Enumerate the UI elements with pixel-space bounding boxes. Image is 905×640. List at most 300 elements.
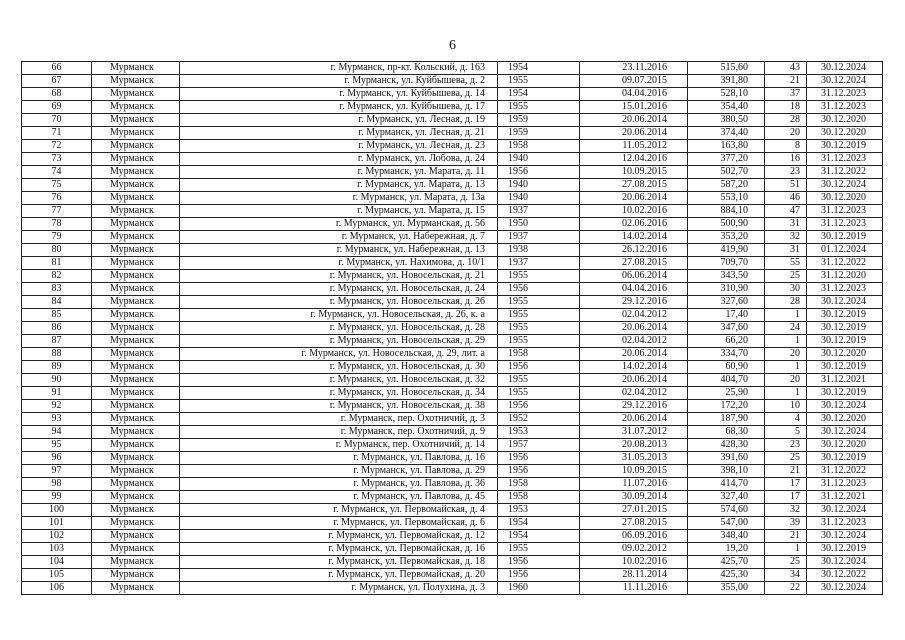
address-cell: г. Мурманск, ул. Первомайская, д. 20 bbox=[180, 569, 498, 582]
table-row bbox=[22, 439, 883, 452]
build-year-cell: 1955 bbox=[498, 75, 580, 88]
address-cell: г. Мурманск, ул. Куйбышева, д. 2 bbox=[180, 75, 498, 88]
city-cell: Мурманск bbox=[92, 517, 180, 530]
table-row bbox=[22, 543, 883, 556]
row-number: 106 bbox=[22, 582, 92, 595]
build-year-cell: 1958 bbox=[498, 348, 580, 361]
date-cell: 20.06.2014 bbox=[580, 127, 688, 140]
table-row bbox=[22, 374, 883, 387]
date-cell: 20.06.2014 bbox=[580, 374, 688, 387]
table-row bbox=[22, 283, 883, 296]
city-cell: Мурманск bbox=[92, 88, 180, 101]
due-date-cell: 31.12.2023 bbox=[807, 205, 883, 218]
date-cell: 31.05.2013 bbox=[580, 452, 688, 465]
area-cell: 377,20 bbox=[688, 153, 765, 166]
address-cell: г. Мурманск, ул. Лесная, д. 21 bbox=[180, 127, 498, 140]
due-date-cell: 30.12.2022 bbox=[807, 569, 883, 582]
address-cell: г. Мурманск, ул. Новосельская, д. 21 bbox=[180, 270, 498, 283]
city-cell: Мурманск bbox=[92, 62, 180, 75]
row-number: 105 bbox=[22, 569, 92, 582]
count-cell: 28 bbox=[765, 296, 807, 309]
build-year-cell: 1937 bbox=[498, 205, 580, 218]
row-number: 74 bbox=[22, 166, 92, 179]
due-date-cell: 30.12.2020 bbox=[807, 114, 883, 127]
build-year-cell: 1957 bbox=[498, 439, 580, 452]
due-date-cell: 31.12.2023 bbox=[807, 283, 883, 296]
table-row bbox=[22, 413, 883, 426]
area-cell: 391,80 bbox=[688, 75, 765, 88]
row-number: 85 bbox=[22, 309, 92, 322]
count-cell: 25 bbox=[765, 270, 807, 283]
area-cell: 414,70 bbox=[688, 478, 765, 491]
table-row bbox=[22, 114, 883, 127]
table-row bbox=[22, 491, 883, 504]
row-number: 80 bbox=[22, 244, 92, 257]
row-number: 92 bbox=[22, 400, 92, 413]
count-cell: 20 bbox=[765, 374, 807, 387]
area-cell: 528,10 bbox=[688, 88, 765, 101]
address-cell: г. Мурманск, ул. Новосельская, д. 24 bbox=[180, 283, 498, 296]
city-cell: Мурманск bbox=[92, 439, 180, 452]
build-year-cell: 1955 bbox=[498, 322, 580, 335]
row-number: 81 bbox=[22, 257, 92, 270]
city-cell: Мурманск bbox=[92, 309, 180, 322]
city-cell: Мурманск bbox=[92, 452, 180, 465]
date-cell: 12.04.2016 bbox=[580, 153, 688, 166]
row-number: 102 bbox=[22, 530, 92, 543]
city-cell: Мурманск bbox=[92, 101, 180, 114]
city-cell: Мурманск bbox=[92, 530, 180, 543]
address-cell: г. Мурманск, ул. Новосельская, д. 26 bbox=[180, 296, 498, 309]
due-date-cell: 31.12.2022 bbox=[807, 257, 883, 270]
city-cell: Мурманск bbox=[92, 140, 180, 153]
due-date-cell: 30.12.2024 bbox=[807, 179, 883, 192]
due-date-cell: 30.12.2024 bbox=[807, 62, 883, 75]
city-cell: Мурманск bbox=[92, 114, 180, 127]
build-year-cell: 1959 bbox=[498, 114, 580, 127]
date-cell: 27.08.2015 bbox=[580, 257, 688, 270]
address-cell: г. Мурманск, пр-кт. Кольский, д. 163 bbox=[180, 62, 498, 75]
build-year-cell: 1940 bbox=[498, 153, 580, 166]
row-number: 82 bbox=[22, 270, 92, 283]
date-cell: 27.08.2015 bbox=[580, 179, 688, 192]
count-cell: 28 bbox=[765, 114, 807, 127]
build-year-cell: 1958 bbox=[498, 140, 580, 153]
count-cell: 16 bbox=[765, 153, 807, 166]
row-number: 83 bbox=[22, 283, 92, 296]
due-date-cell: 30.12.2019 bbox=[807, 361, 883, 374]
table-row bbox=[22, 231, 883, 244]
date-cell: 11.05.2012 bbox=[580, 140, 688, 153]
area-cell: 553,10 bbox=[688, 192, 765, 205]
date-cell: 10.09.2015 bbox=[580, 465, 688, 478]
date-cell: 06.09.2016 bbox=[580, 530, 688, 543]
date-cell: 20.06.2014 bbox=[580, 348, 688, 361]
row-number: 93 bbox=[22, 413, 92, 426]
row-number: 88 bbox=[22, 348, 92, 361]
build-year-cell: 1958 bbox=[498, 478, 580, 491]
due-date-cell: 31.12.2023 bbox=[807, 153, 883, 166]
row-number: 96 bbox=[22, 452, 92, 465]
build-year-cell: 1955 bbox=[498, 387, 580, 400]
address-cell: г. Мурманск, ул. Первомайская, д. 4 bbox=[180, 504, 498, 517]
city-cell: Мурманск bbox=[92, 387, 180, 400]
address-cell: г. Мурманск, ул. Первомайская, д. 18 bbox=[180, 556, 498, 569]
due-date-cell: 31.12.2023 bbox=[807, 478, 883, 491]
date-cell: 04.04.2016 bbox=[580, 283, 688, 296]
table-body bbox=[22, 62, 883, 595]
due-date-cell: 30.12.2019 bbox=[807, 543, 883, 556]
date-cell: 10.09.2015 bbox=[580, 166, 688, 179]
city-cell: Мурманск bbox=[92, 465, 180, 478]
build-year-cell: 1952 bbox=[498, 413, 580, 426]
area-cell: 187,90 bbox=[688, 413, 765, 426]
build-year-cell: 1956 bbox=[498, 452, 580, 465]
count-cell: 46 bbox=[765, 192, 807, 205]
date-cell: 28.11.2014 bbox=[580, 569, 688, 582]
due-date-cell: 30.12.2019 bbox=[807, 231, 883, 244]
row-number: 69 bbox=[22, 101, 92, 114]
address-cell: г. Мурманск, ул. Куйбышева, д. 14 bbox=[180, 88, 498, 101]
area-cell: 425,70 bbox=[688, 556, 765, 569]
date-cell: 04.04.2016 bbox=[580, 88, 688, 101]
date-cell: 10.02.2016 bbox=[580, 556, 688, 569]
city-cell: Мурманск bbox=[92, 205, 180, 218]
table-row bbox=[22, 465, 883, 478]
date-cell: 09.07.2015 bbox=[580, 75, 688, 88]
count-cell: 21 bbox=[765, 530, 807, 543]
row-number: 100 bbox=[22, 504, 92, 517]
count-cell: 25 bbox=[765, 556, 807, 569]
table-row bbox=[22, 192, 883, 205]
build-year-cell: 1959 bbox=[498, 127, 580, 140]
area-cell: 17,40 bbox=[688, 309, 765, 322]
address-cell: г. Мурманск, ул. Новосельская, д. 29, лит. а bbox=[180, 348, 498, 361]
table-row bbox=[22, 88, 883, 101]
city-cell: Мурманск bbox=[92, 569, 180, 582]
count-cell: 30 bbox=[765, 283, 807, 296]
date-cell: 29.12.2016 bbox=[580, 400, 688, 413]
row-number: 103 bbox=[22, 543, 92, 556]
table-row bbox=[22, 101, 883, 114]
row-number: 94 bbox=[22, 426, 92, 439]
area-cell: 380,50 bbox=[688, 114, 765, 127]
address-cell: г. Мурманск, ул. Новосельская, д. 34 bbox=[180, 387, 498, 400]
count-cell: 22 bbox=[765, 582, 807, 595]
build-year-cell: 1956 bbox=[498, 361, 580, 374]
area-cell: 334,70 bbox=[688, 348, 765, 361]
count-cell: 20 bbox=[765, 348, 807, 361]
due-date-cell: 30.12.2020 bbox=[807, 413, 883, 426]
count-cell: 23 bbox=[765, 439, 807, 452]
table-row bbox=[22, 504, 883, 517]
build-year-cell: 1956 bbox=[498, 400, 580, 413]
area-cell: 502,70 bbox=[688, 166, 765, 179]
address-cell: г. Мурманск, ул. Первомайская, д. 16 bbox=[180, 543, 498, 556]
row-number: 73 bbox=[22, 153, 92, 166]
city-cell: Мурманск bbox=[92, 413, 180, 426]
date-cell: 02.04.2012 bbox=[580, 309, 688, 322]
count-cell: 10 bbox=[765, 400, 807, 413]
table-row bbox=[22, 452, 883, 465]
page-number: 6 bbox=[449, 38, 456, 53]
row-number: 84 bbox=[22, 296, 92, 309]
count-cell: 55 bbox=[765, 257, 807, 270]
area-cell: 68,30 bbox=[688, 426, 765, 439]
table-row bbox=[22, 530, 883, 543]
build-year-cell: 1940 bbox=[498, 179, 580, 192]
city-cell: Мурманск bbox=[92, 166, 180, 179]
address-cell: г. Мурманск, ул. Первомайская, д. 12 bbox=[180, 530, 498, 543]
row-number: 104 bbox=[22, 556, 92, 569]
due-date-cell: 31.12.2023 bbox=[807, 88, 883, 101]
area-cell: 355,00 bbox=[688, 582, 765, 595]
area-cell: 404,70 bbox=[688, 374, 765, 387]
area-cell: 19,20 bbox=[688, 543, 765, 556]
due-date-cell: 30.12.2024 bbox=[807, 296, 883, 309]
count-cell: 1 bbox=[765, 543, 807, 556]
due-date-cell: 31.12.2023 bbox=[807, 218, 883, 231]
area-cell: 172,20 bbox=[688, 400, 765, 413]
count-cell: 8 bbox=[765, 140, 807, 153]
date-cell: 20.06.2014 bbox=[580, 192, 688, 205]
date-cell: 29.12.2016 bbox=[580, 296, 688, 309]
count-cell: 34 bbox=[765, 569, 807, 582]
count-cell: 23 bbox=[765, 166, 807, 179]
count-cell: 17 bbox=[765, 491, 807, 504]
table-row bbox=[22, 348, 883, 361]
table-row bbox=[22, 361, 883, 374]
due-date-cell: 30.12.2019 bbox=[807, 335, 883, 348]
count-cell: 43 bbox=[765, 62, 807, 75]
date-cell: 02.04.2012 bbox=[580, 335, 688, 348]
address-cell: г. Мурманск, пер. Охотничий, д. 9 bbox=[180, 426, 498, 439]
date-cell: 27.01.2015 bbox=[580, 504, 688, 517]
city-cell: Мурманск bbox=[92, 322, 180, 335]
due-date-cell: 31.12.2023 bbox=[807, 517, 883, 530]
address-cell: г. Мурманск, ул. Набережная, д. 7 bbox=[180, 231, 498, 244]
table-row bbox=[22, 257, 883, 270]
city-cell: Мурманск bbox=[92, 244, 180, 257]
city-cell: Мурманск bbox=[92, 400, 180, 413]
area-cell: 391,60 bbox=[688, 452, 765, 465]
table-row bbox=[22, 426, 883, 439]
date-cell: 11.11.2016 bbox=[580, 582, 688, 595]
due-date-cell: 31.12.2021 bbox=[807, 491, 883, 504]
table-row bbox=[22, 582, 883, 595]
area-cell: 587,20 bbox=[688, 179, 765, 192]
row-number: 101 bbox=[22, 517, 92, 530]
due-date-cell: 30.12.2024 bbox=[807, 75, 883, 88]
build-year-cell: 1955 bbox=[498, 296, 580, 309]
area-cell: 884,10 bbox=[688, 205, 765, 218]
build-year-cell: 1954 bbox=[498, 88, 580, 101]
count-cell: 1 bbox=[765, 309, 807, 322]
date-cell: 02.04.2012 bbox=[580, 387, 688, 400]
table-row bbox=[22, 387, 883, 400]
address-cell: г. Мурманск, ул. Новосельская, д. 29 bbox=[180, 335, 498, 348]
date-cell: 10.02.2016 bbox=[580, 205, 688, 218]
address-cell: г. Мурманск, ул. Куйбышева, д. 17 bbox=[180, 101, 498, 114]
housing-registry-table bbox=[21, 61, 883, 595]
table-row bbox=[22, 153, 883, 166]
city-cell: Мурманск bbox=[92, 374, 180, 387]
address-cell: г. Мурманск, ул. Мурманская, д. 56 bbox=[180, 218, 498, 231]
date-cell: 11.07.2016 bbox=[580, 478, 688, 491]
city-cell: Мурманск bbox=[92, 361, 180, 374]
build-year-cell: 1937 bbox=[498, 231, 580, 244]
due-date-cell: 30.12.2019 bbox=[807, 387, 883, 400]
due-date-cell: 31.12.2020 bbox=[807, 270, 883, 283]
address-cell: г. Мурманск, ул. Павлова, д. 29 bbox=[180, 465, 498, 478]
count-cell: 39 bbox=[765, 517, 807, 530]
build-year-cell: 1956 bbox=[498, 556, 580, 569]
address-cell: г. Мурманск, ул. Нахимова, д. 10/1 bbox=[180, 257, 498, 270]
city-cell: Мурманск bbox=[92, 543, 180, 556]
build-year-cell: 1956 bbox=[498, 569, 580, 582]
date-cell: 31.07.2012 bbox=[580, 426, 688, 439]
address-cell: г. Мурманск, ул. Павлова, д. 36 bbox=[180, 478, 498, 491]
build-year-cell: 1956 bbox=[498, 465, 580, 478]
build-year-cell: 1955 bbox=[498, 335, 580, 348]
table-row bbox=[22, 75, 883, 88]
table-row bbox=[22, 166, 883, 179]
table-row bbox=[22, 569, 883, 582]
address-cell: г. Мурманск, ул. Новосельская, д. 32 bbox=[180, 374, 498, 387]
area-cell: 574,60 bbox=[688, 504, 765, 517]
area-cell: 310,90 bbox=[688, 283, 765, 296]
row-number: 68 bbox=[22, 88, 92, 101]
row-number: 91 bbox=[22, 387, 92, 400]
due-date-cell: 30.12.2024 bbox=[807, 556, 883, 569]
build-year-cell: 1953 bbox=[498, 426, 580, 439]
count-cell: 32 bbox=[765, 231, 807, 244]
count-cell: 32 bbox=[765, 504, 807, 517]
address-cell: г. Мурманск, ул. Новосельская, д. 38 bbox=[180, 400, 498, 413]
build-year-cell: 1954 bbox=[498, 530, 580, 543]
address-cell: г. Мурманск, ул. Марата, д. 13 bbox=[180, 179, 498, 192]
table-row bbox=[22, 478, 883, 491]
row-number: 95 bbox=[22, 439, 92, 452]
count-cell: 31 bbox=[765, 218, 807, 231]
count-cell: 25 bbox=[765, 452, 807, 465]
due-date-cell: 31.12.2023 bbox=[807, 101, 883, 114]
row-number: 70 bbox=[22, 114, 92, 127]
count-cell: 47 bbox=[765, 205, 807, 218]
area-cell: 343,50 bbox=[688, 270, 765, 283]
area-cell: 709,70 bbox=[688, 257, 765, 270]
area-cell: 66,20 bbox=[688, 335, 765, 348]
address-cell: г. Мурманск, ул. Марата, д. 15 bbox=[180, 205, 498, 218]
build-year-cell: 1958 bbox=[498, 491, 580, 504]
city-cell: Мурманск bbox=[92, 335, 180, 348]
date-cell: 06.06.2014 bbox=[580, 270, 688, 283]
table-row bbox=[22, 517, 883, 530]
address-cell: г. Мурманск, ул. Марата, д. 11 bbox=[180, 166, 498, 179]
area-cell: 547,00 bbox=[688, 517, 765, 530]
city-cell: Мурманск bbox=[92, 348, 180, 361]
row-number: 79 bbox=[22, 231, 92, 244]
address-cell: г. Мурманск, пер. Охотничий, д. 3 bbox=[180, 413, 498, 426]
city-cell: Мурманск bbox=[92, 153, 180, 166]
city-cell: Мурманск bbox=[92, 192, 180, 205]
date-cell: 09.02.2012 bbox=[580, 543, 688, 556]
row-number: 72 bbox=[22, 140, 92, 153]
row-number: 89 bbox=[22, 361, 92, 374]
row-number: 75 bbox=[22, 179, 92, 192]
count-cell: 1 bbox=[765, 361, 807, 374]
city-cell: Мурманск bbox=[92, 283, 180, 296]
build-year-cell: 1955 bbox=[498, 543, 580, 556]
build-year-cell: 1955 bbox=[498, 270, 580, 283]
date-cell: 14.02.2014 bbox=[580, 231, 688, 244]
address-cell: г. Мурманск, ул. Новосельская, д. 28 bbox=[180, 322, 498, 335]
build-year-cell: 1938 bbox=[498, 244, 580, 257]
row-number: 66 bbox=[22, 62, 92, 75]
build-year-cell: 1954 bbox=[498, 517, 580, 530]
city-cell: Мурманск bbox=[92, 75, 180, 88]
row-number: 98 bbox=[22, 478, 92, 491]
count-cell: 21 bbox=[765, 465, 807, 478]
table-row bbox=[22, 179, 883, 192]
table-row bbox=[22, 127, 883, 140]
row-number: 99 bbox=[22, 491, 92, 504]
date-cell: 14.02.2014 bbox=[580, 361, 688, 374]
count-cell: 51 bbox=[765, 179, 807, 192]
row-number: 87 bbox=[22, 335, 92, 348]
address-cell: г. Мурманск, ул. Полухина, д. 3 bbox=[180, 582, 498, 595]
due-date-cell: 30.12.2020 bbox=[807, 127, 883, 140]
city-cell: Мурманск bbox=[92, 179, 180, 192]
table-row bbox=[22, 140, 883, 153]
address-cell: г. Мурманск, ул. Новосельская, д. 30 bbox=[180, 361, 498, 374]
city-cell: Мурманск bbox=[92, 231, 180, 244]
count-cell: 1 bbox=[765, 387, 807, 400]
city-cell: Мурманск bbox=[92, 257, 180, 270]
count-cell: 20 bbox=[765, 127, 807, 140]
area-cell: 428,30 bbox=[688, 439, 765, 452]
due-date-cell: 30.12.2020 bbox=[807, 348, 883, 361]
address-cell: г. Мурманск, ул. Лобова, д. 24 bbox=[180, 153, 498, 166]
table-row bbox=[22, 309, 883, 322]
table-row bbox=[22, 296, 883, 309]
count-cell: 5 bbox=[765, 426, 807, 439]
due-date-cell: 30.12.2020 bbox=[807, 439, 883, 452]
address-cell: г. Мурманск, ул. Новосельская, д. 26, к. а bbox=[180, 309, 498, 322]
build-year-cell: 1955 bbox=[498, 101, 580, 114]
table-row bbox=[22, 62, 883, 75]
due-date-cell: 30.12.2019 bbox=[807, 452, 883, 465]
build-year-cell: 1937 bbox=[498, 257, 580, 270]
area-cell: 327,60 bbox=[688, 296, 765, 309]
area-cell: 354,40 bbox=[688, 101, 765, 114]
date-cell: 26.12.2016 bbox=[580, 244, 688, 257]
due-date-cell: 30.12.2019 bbox=[807, 309, 883, 322]
due-date-cell: 31.12.2021 bbox=[807, 374, 883, 387]
date-cell: 20.08.2013 bbox=[580, 439, 688, 452]
row-number: 90 bbox=[22, 374, 92, 387]
build-year-cell: 1954 bbox=[498, 62, 580, 75]
count-cell: 18 bbox=[765, 101, 807, 114]
row-number: 77 bbox=[22, 205, 92, 218]
area-cell: 374,40 bbox=[688, 127, 765, 140]
area-cell: 500,90 bbox=[688, 218, 765, 231]
due-date-cell: 30.12.2024 bbox=[807, 400, 883, 413]
table-row bbox=[22, 400, 883, 413]
city-cell: Мурманск bbox=[92, 556, 180, 569]
address-cell: г. Мурманск, ул. Первомайская, д. 6 bbox=[180, 517, 498, 530]
city-cell: Мурманск bbox=[92, 582, 180, 595]
